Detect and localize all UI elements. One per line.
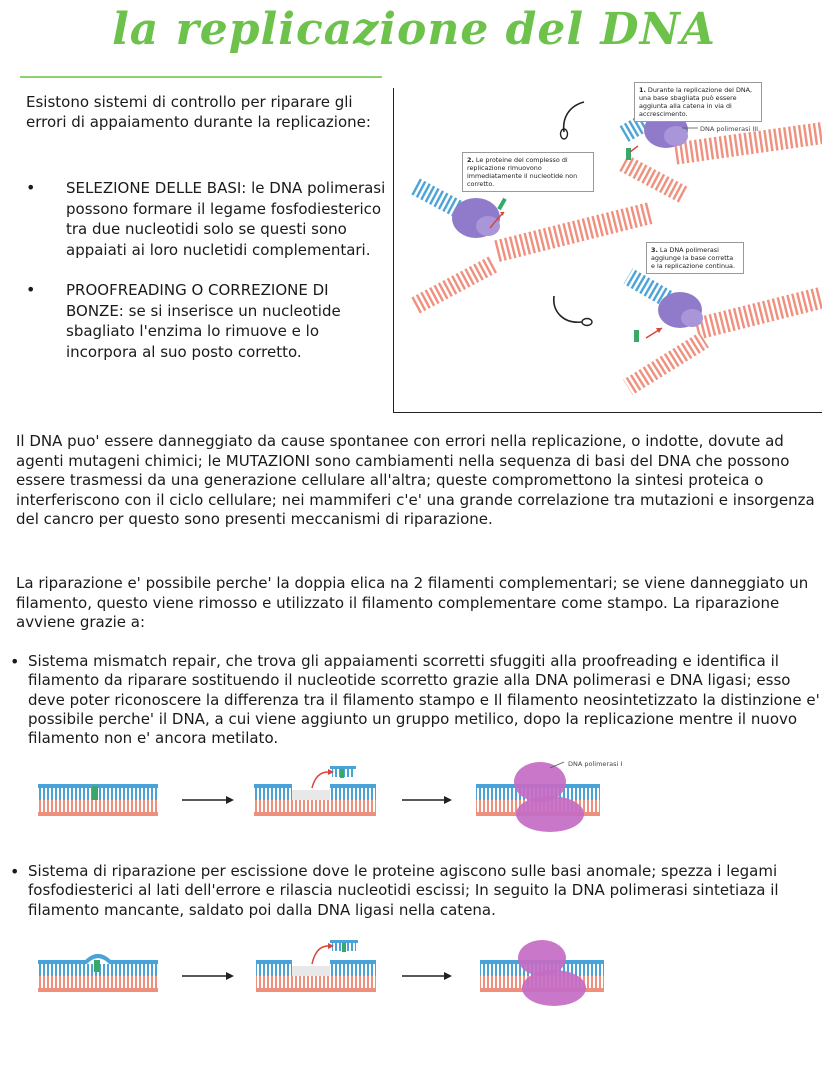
curved-arrow-icon [554, 296, 582, 322]
repair-item-mismatch: • Sistema mismatch repair, che trova gli appaiamenti scorretti sfuggiti alla proofreading e identifica il filamento da riparare sostituendo il nucleotide scorretto grazie alla DNA polimerasi e DNA ligasi; esso deve poter riconoscere la differenza tra il filamento stampo e Il filamento neosintetizzato la distinzione e' possibile perche' il DNA, a cui viene aggiunto un gruppo metilico, dopo la replicazione mentre il nuovo filamento non e' ancora metilato. [8, 652, 820, 748]
arrow-right-icon [444, 972, 452, 980]
polymerase-i-label: DNA polimerasi I [568, 760, 623, 768]
arrow-right-icon [226, 796, 234, 804]
mismatch-stage-2 [254, 766, 376, 816]
callout-step-1: 1. Durante la replicazione del DNA, una base sbagliata può essere aggiunta alla catena in via di accrescimento. [634, 82, 762, 122]
mismatch-repair-diagram [30, 760, 790, 836]
repair-item-excision: • Sistema di riparazione per escissione dove le proteine agiscono sulle basi anomale; spezza i legami fosfodiesterici al lati dell'errore e rilascia nucleotidi escissi; In seguito la DNA polimerasi sintetiaza il filamento mancante, saldato poi dalla DNA ligasi nella catena. [8, 862, 820, 920]
mismatch-stage-1 [38, 784, 158, 816]
proofreading-figure [393, 88, 822, 413]
arrow-right-icon [444, 796, 452, 804]
excision-stage-2 [256, 940, 376, 992]
title-underline [20, 76, 382, 78]
mismatch-stage-3 [476, 762, 600, 832]
callout-step-3: 3. La DNA polimerasi aggiunge la base corretta e la replicazione continua. [646, 242, 744, 274]
intro-text: Esistono sistemi di controllo per riparare gli errori di appaiamento durante la replicazione: [26, 93, 371, 131]
repair-list-1 [8, 652, 820, 748]
control-item-base-selection: • SELEZIONE DELLE BASI: le DNA polimerasi possono formare il legame fosfodiesterico tra due nucleotidi solo se questi sono appaiati ai loro nucletidi complementari. [26, 178, 386, 260]
panel-3-fork [623, 268, 822, 395]
polymerase-iii-label: DNA polimerasi III [700, 125, 759, 133]
page-title: la replicazione del DNA [112, 4, 716, 55]
repair-list-2 [8, 862, 820, 920]
proofreading-illustration [394, 88, 822, 412]
excision-repair-diagram [30, 936, 790, 1012]
repair-paragraph: La riparazione e' possibile perche' la doppia elica na 2 filamenti complementari; se viene danneggiato un filamento, questo viene rimosso e utilizzato il filamento complementare come stampo. La riparazione avviene grazie a: [16, 574, 809, 631]
excision-stage-3 [480, 940, 604, 1006]
control-systems-list [26, 178, 386, 382]
curved-arrow-icon [564, 102, 584, 132]
panel-2-fork [410, 178, 654, 315]
arrow-right-icon [226, 972, 234, 980]
mutations-paragraph: Il DNA puo' essere danneggiato da cause spontanee con errori nella replicazione, o indotte, dovute ad agenti mutageni chimici; le MUTAZIONI sono cambiamenti nella sequenza di basi del DNA che possono essere trasmessi da una generazione cellulare all'altra; queste compromettono la sintesi proteica o interferiscono con il ciclo cellulare; nei mammiferi c'e' una grande correlazione tra mutazioni e insorgenza del cancro per questo sono presenti meccanismi di riparazione. [16, 432, 815, 528]
excision-stage-1 [38, 956, 158, 992]
callout-step-2: 2. Le proteine del complesso di replicazione rimuovono immediatamente il nucleotide non corretto. [462, 152, 594, 192]
control-item-proofreading: • PROOFREADING O CORREZIONE DI BONZE: se si inserisce un nucleotide sbagliato l'enzima lo rimuove e lo incorpora al suo posto corretto. [26, 280, 386, 362]
